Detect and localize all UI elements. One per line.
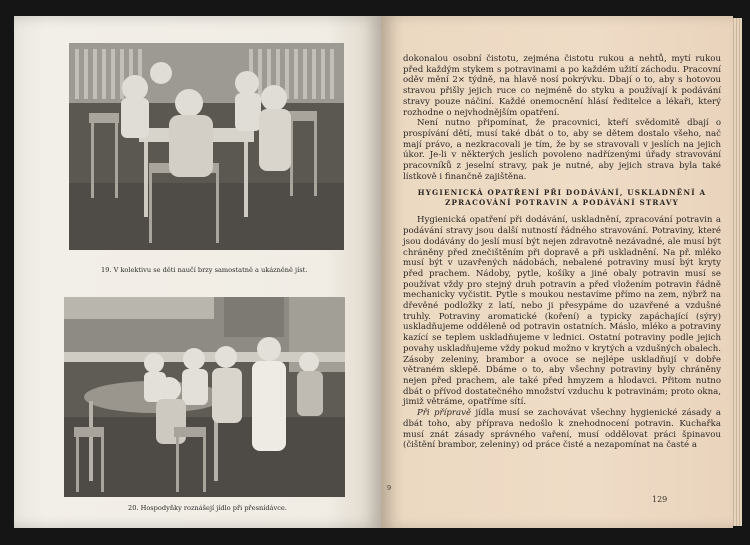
paragraph-1: dokonalou osobní čistotu, zejména čistotu rukou a nehtů, mytí rukou před každým stykem s potravinami a po každém užití záchodu. Pracovní oděv mění 2× týdně, na hlavě nosí pokrývku. Dbají o to, aby s hotovou stravou přišly jejich ruce co nejméně do styku a používají k podávání stravy pouze náčiní. Každé onemocnění hlásí ředitelce a lékaři, který rozhodne o nejvhodnějším opatření. xyxy=(403,54,721,118)
children-serving-snack-image xyxy=(64,297,345,497)
paragraph-2: Není nutno připomínat, že pracovnici, kteří svědomitě dbají o prospívání dětí, musí také dbát o to, aby se dětem dostalo všeho, nač mají právo, a nezkracovali je tím, že by se stravovali v jeslích na jejich úkor. Je-li v některých jeslích povoleno nadřízenými úřady stravování pracovníků z jeselní stravy, pak je nutné, aby jejich strava byla také lístkově i finančně zajištěna. xyxy=(403,118,721,182)
body-text-top xyxy=(403,54,721,451)
left-page xyxy=(14,16,381,528)
children-eating-at-table-image xyxy=(69,43,344,250)
open-book xyxy=(6,6,746,538)
paragraph-4 xyxy=(403,408,721,451)
figure-19-caption: 19. V kolektivu se děti naučí brzy samostatně a ukázněně jíst. xyxy=(101,266,308,274)
section-heading: HYGIENICKÁ OPATŘENÍ PŘI DODÁVÁNÍ, USKLADNĚNÍ A ZPRACOVÁNÍ POTRAVIN A PODÁVÁNÍ STRAVY xyxy=(417,188,707,207)
figure-20-caption: 20. Hospodyňky roznášejí jídlo při přesnídávce. xyxy=(128,504,287,512)
paragraph-3: Hygienická opatření při dodávání, uskladnění, zpracování potravin a podávání stravy jsou další nutností řádného stravování. Potraviny, které jsou dodávány do jeslí musí být nejen zdravotně nezávadné, ale musí být chráněny před znečištěním při dopravě a při uskladnění. Na př. mléko musí být v uzavřených nádobách, nebalené potraviny musí být kryty před prachem. Nádoby, pytle, košíky a jiné obaly potravin musí se používat vždy pro stejný druh potravin a před vložením potravin řádně mechanicky vyčistit. Pytle s moukou nestavíme přímo na zem, nýbrž na dřevěné podložky z latí, nebo ji přesypáme do uzavřené a vzdušné truhly. Potraviny aromatické (koření) a typicky zapáchající (sýry) uskladňujeme odděleně od potravin ostatních. Máslo, mléko a potraviny kazící se teplem uskladňujeme v lednici. Ostatní potraviny podle jejich povahy uskladňujeme vždy pokud možno v krytých a vzdušných obalech. Zásoby zeleniny, brambor a ovoce se nejlépe uskladňují v dobře větraném sklepě. Dbáme o to, aby všechny potraviny byly chráněny nejen před prachem, ale také před hmyzem a hlodavci. Přitom nutno dbát o přívod dostatečného množství vzduchu k potravinám; proto okna, jimiž větráme, opatříme sítí. xyxy=(403,215,721,408)
italic-lead: Při přípravě xyxy=(417,408,472,419)
page-edges xyxy=(733,18,742,526)
page-number: 129 xyxy=(652,495,668,504)
right-page xyxy=(381,16,733,528)
signature-mark: 9 xyxy=(387,484,392,492)
figure-19-photo xyxy=(69,43,344,250)
paragraph-4-text: jídla musí se zachovávat všechny hygienické zásady a dbát toho, aby příprava nedošlo k znehodnocení potravin. Kuchařka musí znát zásady správného vaření, musí oddělovat práci špinavou (čištění brambor, zeleniny) od práce čisté a nezapomínat na časté a xyxy=(403,408,721,451)
figure-20-photo xyxy=(64,297,345,497)
